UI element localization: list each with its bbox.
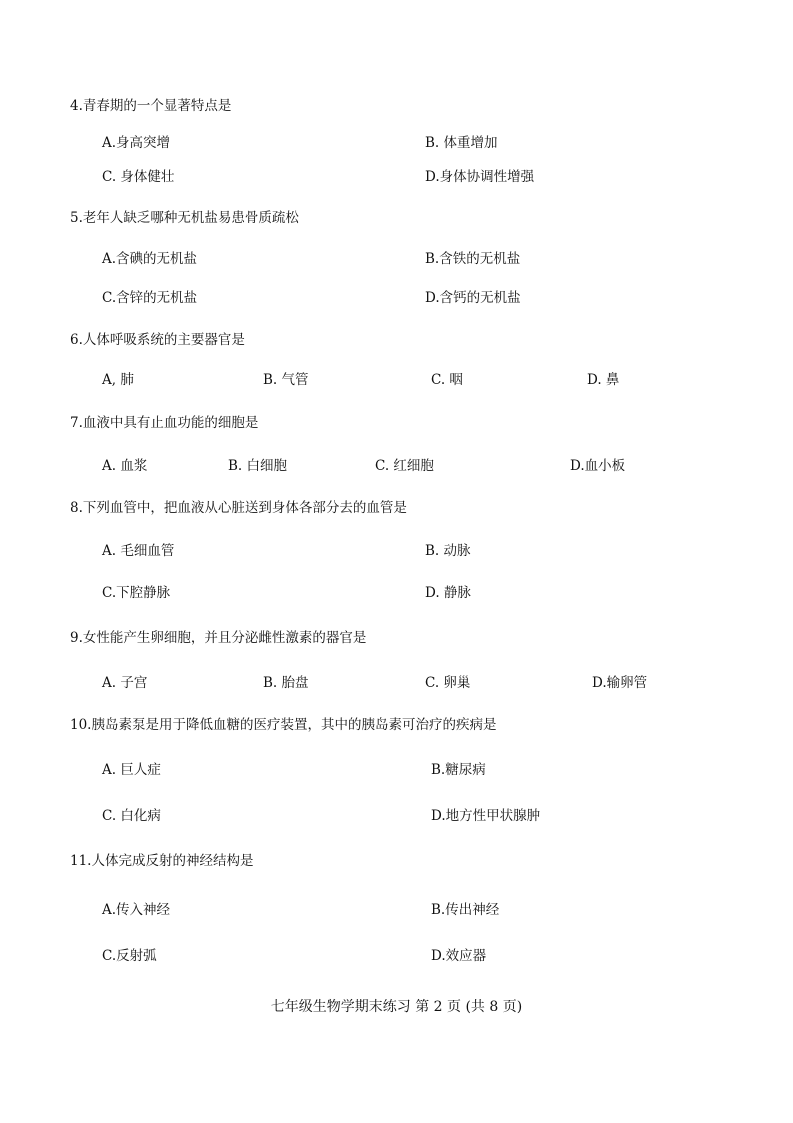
- page-footer: 七年级生物学期末练习 第 2 页 (共 8 页): [270, 999, 523, 1015]
- question-9-option-b: B. 胎盘: [263, 675, 309, 691]
- question-7-stem: 7.血液中具有止血功能的细胞是: [70, 415, 259, 431]
- question-5-option-b: B.含铁的无机盐: [425, 251, 521, 267]
- question-10-option-c: C. 白化病: [102, 808, 161, 824]
- question-9-stem: 9.女性能产生卵细胞，并且分泌雌性激素的器官是: [70, 630, 367, 646]
- question-11-option-b: B.传出神经: [431, 902, 500, 918]
- question-4-option-d: D.身体协调性增强: [425, 169, 535, 185]
- question-10-option-a: A. 巨人症: [102, 762, 161, 778]
- question-11-stem: 11.人体完成反射的神经结构是: [70, 853, 254, 869]
- question-8-option-a: A. 毛细血管: [102, 543, 175, 559]
- question-10-option-b: B.糖尿病: [431, 762, 486, 778]
- question-10-option-d: D.地方性甲状腺肿: [431, 808, 541, 824]
- question-5-stem: 5.老年人缺乏哪种无机盐易患骨质疏松: [70, 210, 299, 226]
- question-4-option-c: C. 身体健壮: [102, 169, 175, 185]
- question-6-stem: 6.人体呼吸系统的主要器官是: [70, 332, 245, 348]
- question-5-option-a: A.含碘的无机盐: [102, 251, 198, 267]
- question-9-option-d: D.输卵管: [592, 675, 648, 691]
- question-4-option-a: A.身高突增: [102, 135, 171, 151]
- question-5-option-d: D.含钙的无机盐: [425, 290, 521, 306]
- question-4-stem: 4.青春期的一个显著特点是: [70, 98, 232, 114]
- question-6-option-a: A, 肺: [102, 372, 134, 388]
- question-11-option-d: D.效应器: [431, 948, 487, 964]
- question-7-option-b: B. 白细胞: [228, 458, 288, 474]
- question-5-option-c: C.含锌的无机盐: [102, 290, 198, 306]
- question-8-option-c: C.下腔静脉: [102, 585, 171, 601]
- question-8-stem: 8.下列血管中，把血液从心脏送到身体各部分去的血管是: [70, 500, 407, 516]
- question-6-option-b: B. 气管: [263, 372, 309, 388]
- question-11-option-a: A.传入神经: [102, 902, 171, 918]
- question-11-option-c: C.反射弧: [102, 948, 157, 964]
- question-7-option-a: A. 血浆: [102, 458, 148, 474]
- question-6-option-c: C. 咽: [431, 372, 463, 388]
- question-7-option-c: C. 红细胞: [375, 458, 434, 474]
- question-8-option-d: D. 静脉: [425, 585, 471, 601]
- question-4-option-b: B. 体重增加: [425, 135, 498, 151]
- question-9-option-a: A. 子宫: [102, 675, 148, 691]
- question-7-option-d: D.血小板: [570, 458, 626, 474]
- question-10-stem: 10.胰岛素泵是用于降低血糖的医疗装置，其中的胰岛素可治疗的疾病是: [70, 717, 497, 733]
- question-8-option-b: B. 动脉: [425, 543, 471, 559]
- question-6-option-d: D. 鼻: [587, 372, 620, 388]
- question-9-option-c: C. 卵巢: [425, 675, 471, 691]
